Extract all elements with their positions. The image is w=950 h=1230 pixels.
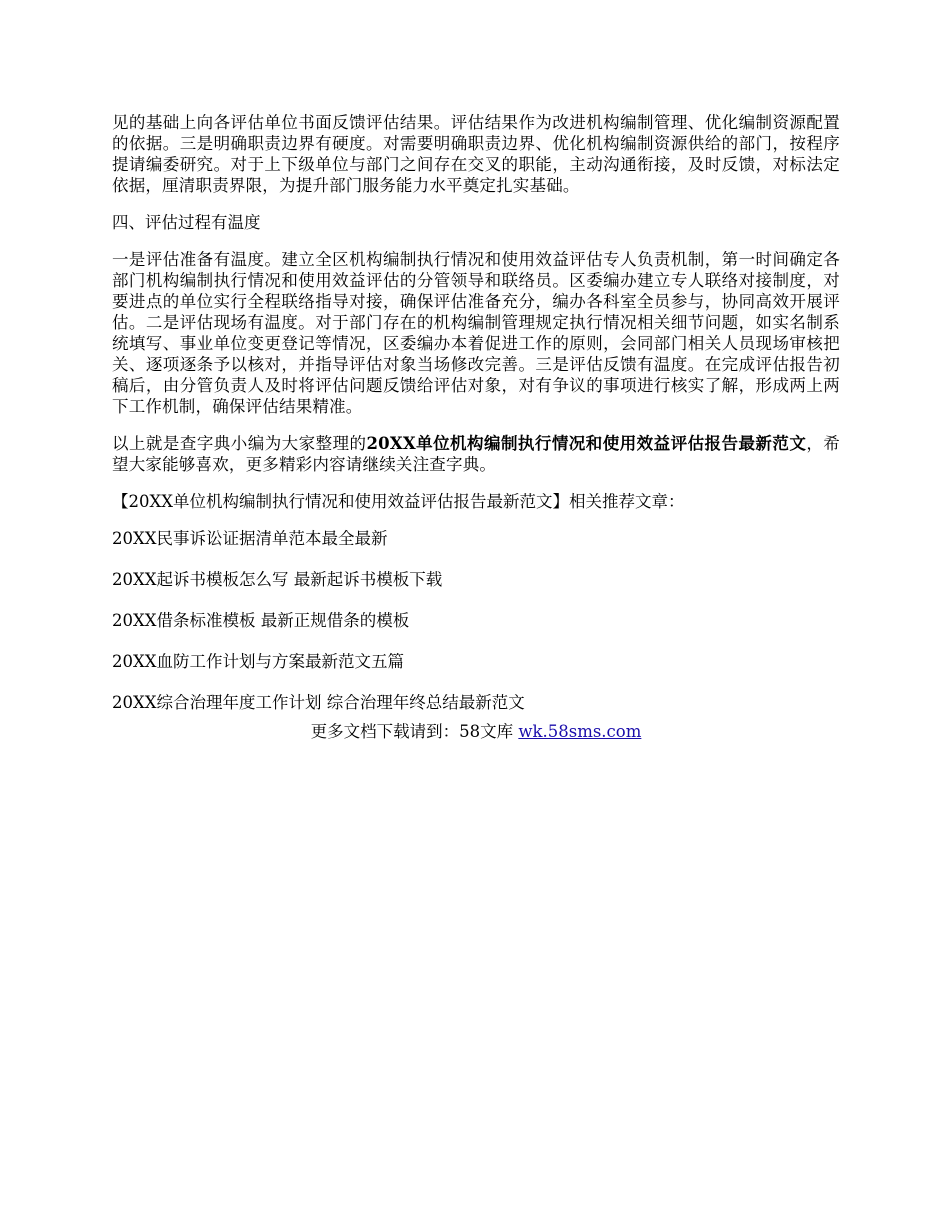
section-heading: 四、评估过程有温度	[112, 213, 261, 232]
closing-suffix: ，希望大家能够喜欢，更多精彩内容请继续关注查字典。	[112, 434, 840, 474]
recommendation-item[interactable]: 20XX起诉书模板怎么写 最新起诉书模板下载	[112, 570, 443, 589]
paragraph-1: 见的基础上向各评估单位书面反馈评估结果。评估结果作为改进机构编制管理、优化编制资源配置的依据。三是明确职责边界有硬度。对需要明确职责边界、优化机构编制资源供给的部门，按程序提请编委研究。对于上下级单位与部门之间存在交叉的职能，主动沟通衔接，及时反馈，对标法定依据，厘清职责界限，为提升部门服务能力水平奠定扎实基础。	[112, 113, 840, 195]
recommendation-list	[112, 528, 840, 713]
footer-link[interactable]: wk.58sms.com	[518, 722, 642, 741]
paragraph-2: 一是评估准备有温度。建立全区机构编制执行情况和使用效益评估专人负责机制，第一时间确定各部门机构编制执行情况和使用效益评估的分管领导和联络员。区委编办建立专人联络对接制度，对要进点的单位实行全程联络指导对接，确保评估准备充分，编办各科室全员参与，协同高效开展评估。二是评估现场有温度。对于部门存在的机构编制管理规定执行情况相关细节问题，如实名制系统填写、事业单位变更登记等情况，区委编办本着促进工作的原则，会同部门相关人员现场审核把关、逐项逐条予以核对，并指导评估对象当场修改完善。三是评估反馈有温度。在完成评估报告初稿后，由分管负责人及时将评估问题反馈给评估对象，对有争议的事项进行核实了解，形成两上两下工作机制，确保评估结果精准。	[112, 250, 840, 416]
closing-title: 20XX单位机构编制执行情况和使用效益评估报告最新范文	[366, 434, 807, 453]
document-page	[112, 112, 840, 759]
closing-paragraph	[112, 433, 840, 475]
closing-prefix: 以上就是查字典小编为大家整理的	[112, 434, 367, 453]
recommendation-item[interactable]: 20XX借条标准模板 最新正规借条的模板	[112, 611, 410, 630]
recommendation-item[interactable]: 20XX民事诉讼证据清单范本最全最新	[112, 529, 388, 548]
recommendation-item[interactable]: 20XX血防工作计划与方案最新范文五篇	[112, 652, 404, 671]
recommendation-item[interactable]: 20XX综合治理年度工作计划 综合治理年终总结最新范文	[112, 693, 525, 712]
footer	[112, 721, 840, 742]
recommend-heading: 【20XX单位机构编制执行情况和使用效益评估报告最新范文】相关推荐文章：	[112, 492, 685, 511]
footer-text: 更多文档下载请到：58文库	[310, 722, 519, 741]
